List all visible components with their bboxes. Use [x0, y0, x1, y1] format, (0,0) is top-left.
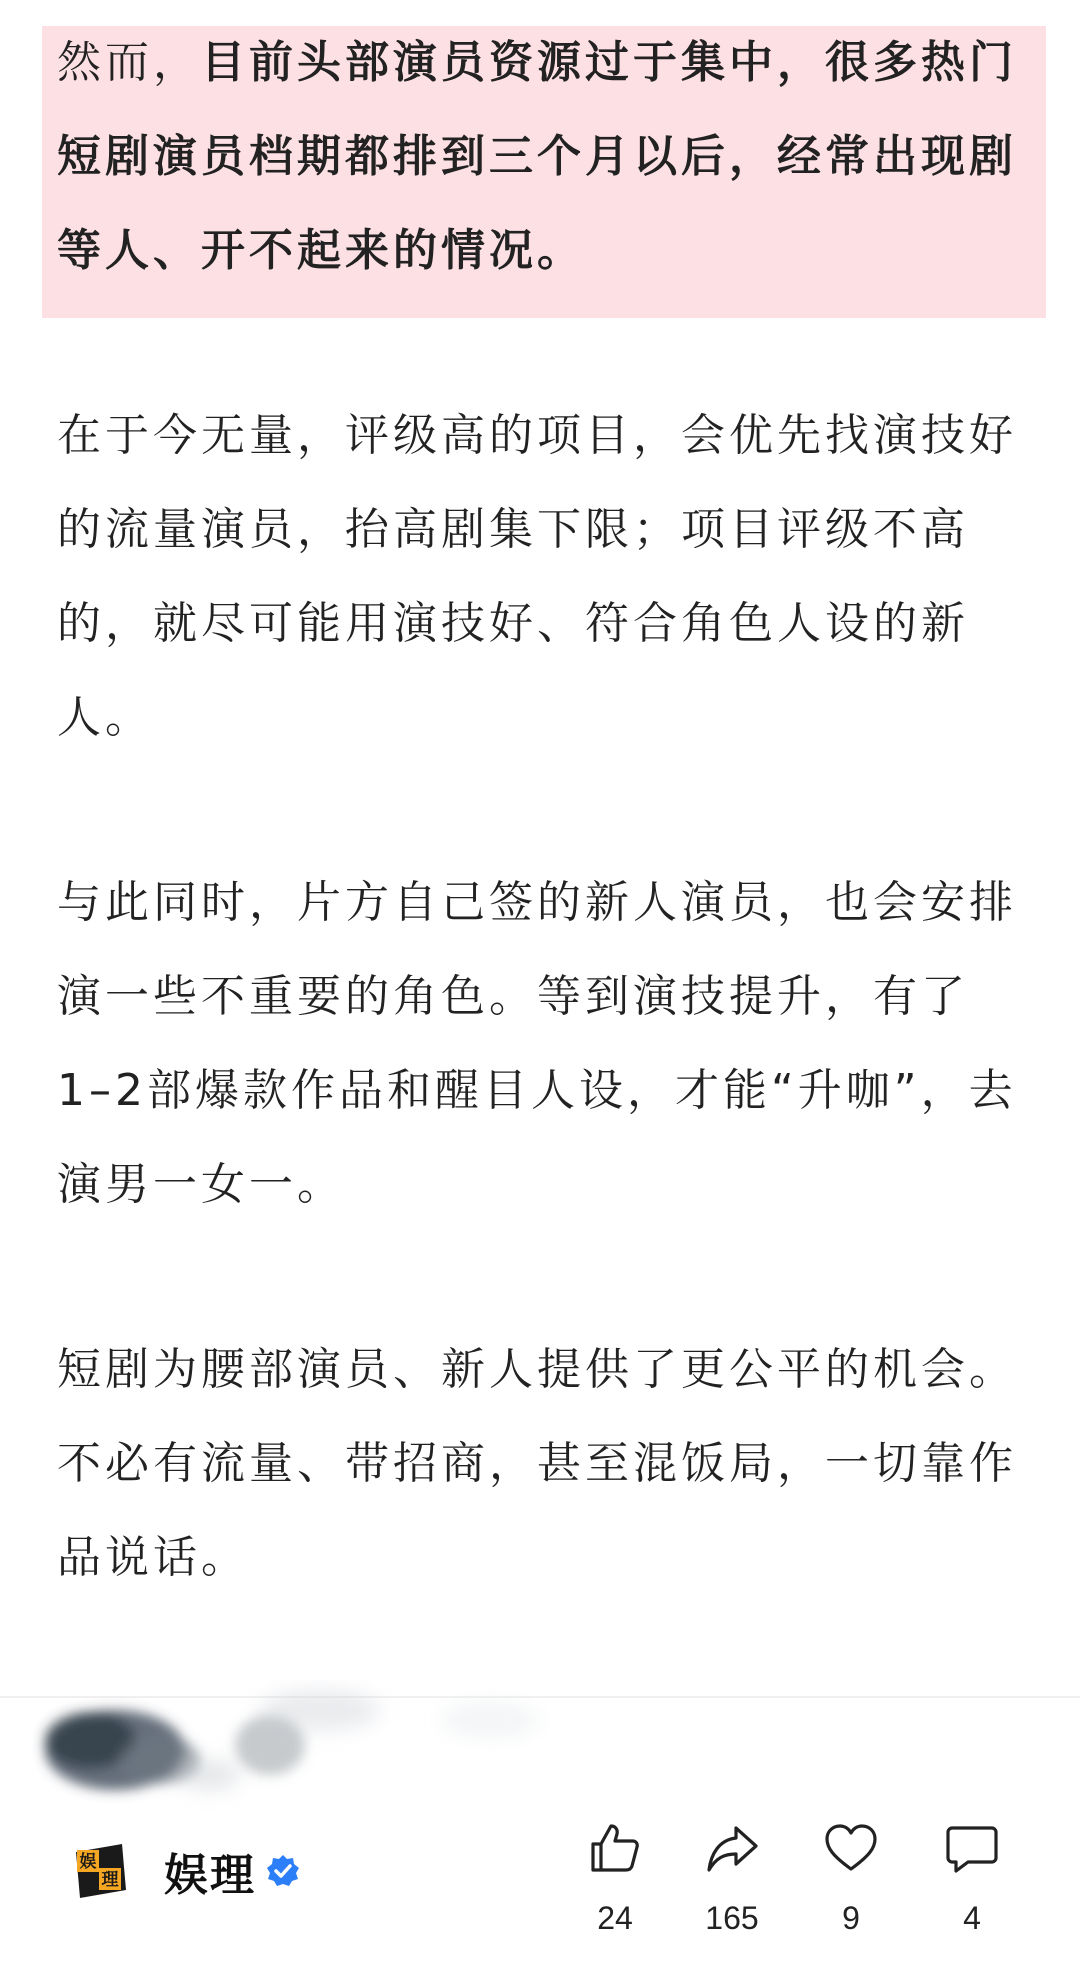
article-paragraph: 短剧为腰部演员、新人提供了更公平的机会。不必有流量、带招商，甚至混饭局，一切靠作品说话。 [57, 1344, 1017, 1583]
thumbs-up-icon [587, 1820, 643, 1876]
comment-bubble-icon [944, 1820, 1000, 1876]
article-paragraph: 在于今无量，评级高的项目，会优先找演技好的流量演员，抬高剧集下限；项目评级不高的，就尽可能用演技好、符合角色人设的新人。 [57, 410, 1017, 743]
blurred-mosaic-overlay [20, 1680, 580, 1820]
article-footer [0, 1820, 1080, 1979]
logo-char: 理 [101, 1870, 119, 1890]
like-count: 24 [597, 1900, 633, 1936]
highlight-lead: 然而， [57, 37, 201, 88]
highlight-paragraph [57, 16, 1023, 298]
comment-button[interactable] [922, 1820, 1022, 1937]
author-name[interactable]: 娱理 [164, 1850, 256, 1901]
share-arrow-icon [704, 1820, 760, 1876]
share-button[interactable] [682, 1820, 782, 1937]
like-button[interactable] [565, 1820, 665, 1937]
action-bar [0, 1820, 1080, 1979]
highlight-body: 目前头部演员资源过于集中，很多热门短剧演员档期都排到三个月以后，经常出现剧等人、开不起来的情况。 [57, 37, 1017, 276]
comment-count: 4 [963, 1900, 981, 1936]
heart-icon [823, 1820, 879, 1876]
article-paragraph: 与此同时，片方自己签的新人演员，也会安排演一些不重要的角色。等到演技提升，有了1–2部爆款作品和醒目人设，才能“升咖”，去演男一女一。 [57, 877, 1017, 1210]
favorite-button[interactable] [801, 1820, 901, 1937]
share-count: 165 [705, 1900, 759, 1936]
logo-char: 娱 [79, 1852, 97, 1872]
favorite-count: 9 [842, 1900, 860, 1936]
